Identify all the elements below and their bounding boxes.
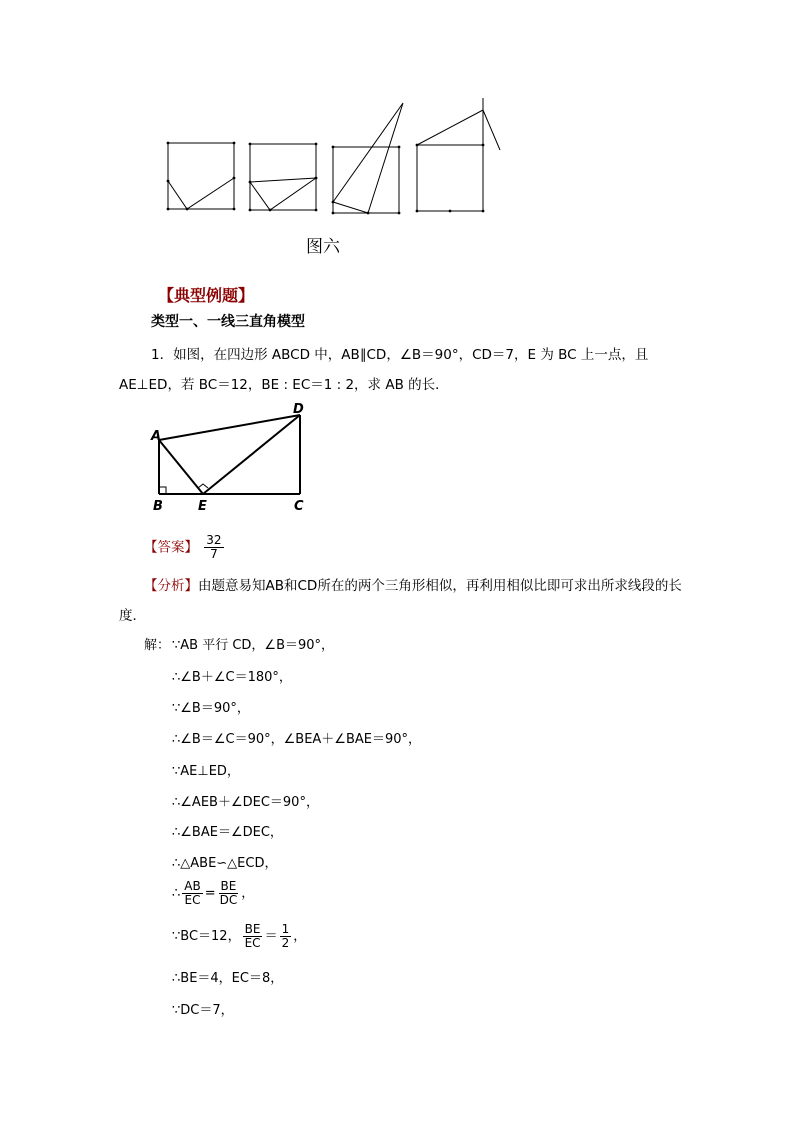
solution-label: 解： <box>144 638 171 653</box>
answer-label: 【答案】 <box>144 539 198 556</box>
analysis-label: 【分析】 <box>144 578 198 594</box>
type-title: 类型一、一线三直角模型 <box>151 314 305 330</box>
label-E: E <box>198 499 207 512</box>
solution-step-ratio <box>172 923 306 950</box>
frac-den: DC <box>219 893 238 907</box>
step-suffix: ， <box>293 929 307 944</box>
equals-sign: ＝ <box>264 929 278 944</box>
solution-step-9: ∴BE＝4，EC＝8， <box>172 971 284 986</box>
solution-step-4: ∴∠B＝∠C＝90°，∠BEA＋∠BAE＝90°， <box>172 732 422 747</box>
answer-numerator: 32 <box>206 533 222 547</box>
step-prefix: ∵BC＝12， <box>172 929 241 944</box>
solution-step-2: ∴∠B＋∠C＝180°， <box>172 670 292 685</box>
solution-step-1: ∵AB 平行 CD，∠B＝90°， <box>172 638 335 653</box>
analysis-text: 由题意易知AB和CD所在的两个三角形相似，再利用相似比即可求出所求线段的长度． <box>119 578 682 624</box>
problem-line-2: AE⊥ED，若 BC＝12，BE : EC＝1 : 2，求 AB 的长． <box>119 377 449 393</box>
label-C: C <box>294 499 304 512</box>
frac-num: AB <box>184 879 201 893</box>
step-suffix: ， <box>241 886 255 901</box>
fraction-be-dc <box>218 880 240 907</box>
solution-step-proportion: ∴ $\frac{AB}{EC}$ = $\frac{BE}{DC}$ ， <box>172 879 255 907</box>
label-B: B <box>153 499 163 512</box>
frac-den: EC <box>184 893 201 907</box>
solution-step-3: ∵∠B＝90°， <box>172 701 250 716</box>
figure-caption: 图六 <box>306 237 340 257</box>
fraction-ab-ec <box>182 880 202 907</box>
frac-num: 1 <box>281 922 290 936</box>
fraction-one-half <box>280 923 292 950</box>
label-D: D <box>293 402 304 417</box>
answer-fraction <box>204 534 223 561</box>
figure-six-diagrams <box>160 98 510 218</box>
frac-num: BE <box>220 879 237 893</box>
solution-step-8: ∴△ABE∽△ECD， <box>172 856 278 871</box>
answer <box>144 534 226 561</box>
solution-step-6: ∴∠AEB＋∠DEC＝90°， <box>172 795 319 810</box>
answer-denominator: 7 <box>210 547 218 561</box>
problem-line-1: 1．如图，在四边形 ABCD 中，AB∥CD，∠B＝90°，CD＝7，E 为 BC 上一点，且 <box>151 347 649 363</box>
solution-step-7: ∴∠BAE＝∠DEC， <box>172 825 283 840</box>
solution-step-10: ∵DC＝7， <box>172 1003 234 1018</box>
solution-step-5: ∵AE⊥ED， <box>172 764 240 779</box>
analysis <box>119 571 689 631</box>
problem-figure <box>148 400 318 512</box>
label-A: A <box>151 429 162 444</box>
frac-num: BE <box>244 922 261 936</box>
step-prefix: ∴ <box>172 886 181 901</box>
section-title: 【典型例题】 <box>158 286 255 305</box>
fraction-be-ec <box>243 923 263 950</box>
frac-den: 2 <box>281 936 290 950</box>
frac-den: EC <box>244 936 261 950</box>
